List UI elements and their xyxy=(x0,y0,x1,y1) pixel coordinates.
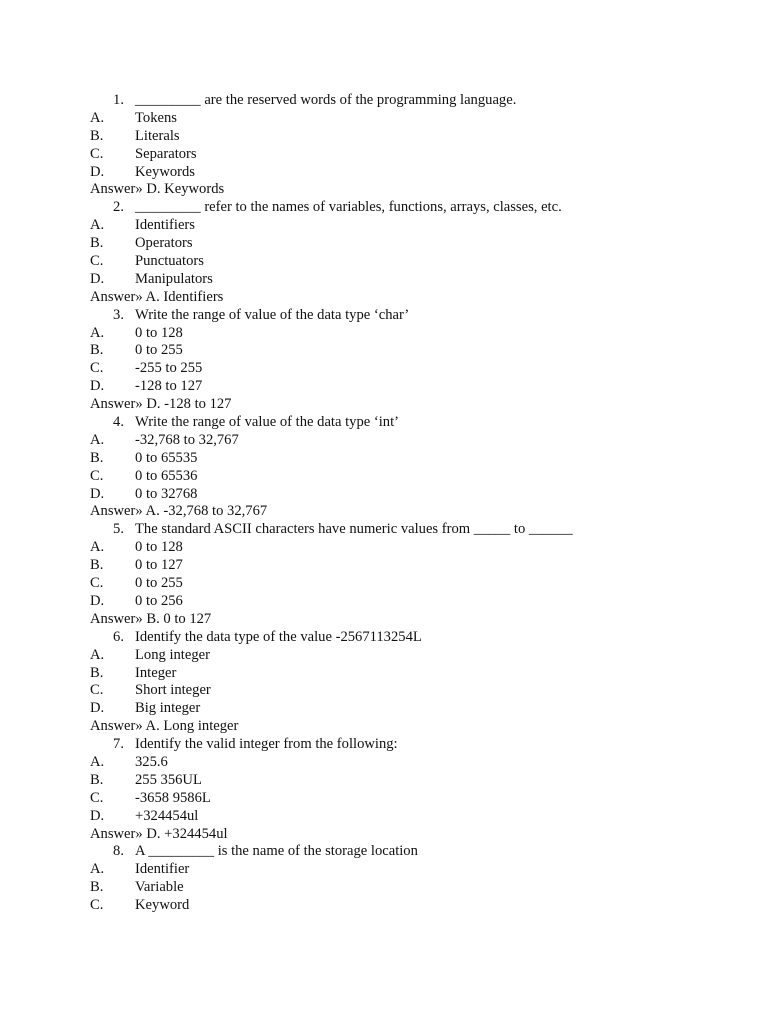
answer-prefix: Answer» xyxy=(90,825,147,842)
question-number: 2. xyxy=(113,199,124,216)
option-label: A. xyxy=(90,646,105,663)
option-label: C. xyxy=(90,575,104,592)
option-label: B. xyxy=(90,879,104,896)
question-text: A _________ is the name of the storage location xyxy=(135,843,418,860)
option-line xyxy=(90,271,730,289)
option-line xyxy=(90,432,730,450)
answer-line xyxy=(90,289,730,307)
question-text: _________ are the reserved words of the programming language. xyxy=(135,92,517,108)
option-line xyxy=(90,342,730,360)
option-label: A. xyxy=(90,753,105,770)
option-text: Variable xyxy=(135,879,184,896)
option-label: C. xyxy=(90,145,104,162)
option-label: D. xyxy=(90,163,105,180)
option-line xyxy=(90,897,730,915)
option-line xyxy=(90,665,730,683)
option-line xyxy=(90,790,730,808)
answer-text xyxy=(90,826,228,844)
option-label: C. xyxy=(90,897,104,914)
option-text: 0 to 32768 xyxy=(135,485,198,502)
option-label: B. xyxy=(90,342,104,359)
question-line xyxy=(90,736,730,754)
option-text: Separators xyxy=(135,145,197,162)
option-label: D. xyxy=(90,270,105,287)
question-line xyxy=(90,629,730,647)
answer-text xyxy=(90,396,231,414)
question-line xyxy=(90,92,730,110)
answer-text xyxy=(90,611,211,629)
option-text: 0 to 127 xyxy=(135,557,183,574)
question-text: Write the range of value of the data type ‘int’ xyxy=(135,414,400,431)
option-text: Identifiers xyxy=(135,217,195,234)
option-line xyxy=(90,808,730,826)
option-text: Keyword xyxy=(135,897,190,914)
option-label: C. xyxy=(90,467,104,484)
option-line xyxy=(90,110,730,128)
option-label: B. xyxy=(90,127,104,144)
option-line xyxy=(90,235,730,253)
option-line xyxy=(90,253,730,271)
answer-line xyxy=(90,503,730,521)
question-number: 3. xyxy=(113,306,124,323)
option-line xyxy=(90,486,730,504)
question-number: 8. xyxy=(113,843,124,860)
answer-line xyxy=(90,181,730,199)
question-text: Identify the valid integer from the following: xyxy=(135,736,398,753)
option-text: Integer xyxy=(135,664,177,681)
answer-prefix: Answer» xyxy=(90,610,147,627)
answer-value: A. Long integer xyxy=(145,718,239,735)
option-line xyxy=(90,468,730,486)
option-line xyxy=(90,360,730,378)
option-line xyxy=(90,575,730,593)
option-label: A. xyxy=(90,109,105,126)
option-label: B. xyxy=(90,771,104,788)
quiz-document xyxy=(90,92,730,915)
option-line xyxy=(90,700,730,718)
option-line xyxy=(90,539,730,557)
option-label: A. xyxy=(90,539,105,556)
option-label: C. xyxy=(90,789,104,806)
question-line xyxy=(90,414,730,432)
option-label: A. xyxy=(90,324,105,341)
option-line xyxy=(90,164,730,182)
option-text: -32,768 to 32,767 xyxy=(135,431,239,448)
option-text: Keywords xyxy=(135,163,195,180)
answer-prefix: Answer» xyxy=(90,718,146,735)
question-number: 4. xyxy=(113,414,124,431)
option-label: D. xyxy=(90,485,105,502)
option-text: 0 to 255 xyxy=(135,342,183,359)
answer-value: D. Keywords xyxy=(146,181,225,198)
option-line xyxy=(90,682,730,700)
question-line xyxy=(90,843,730,861)
option-line xyxy=(90,378,730,396)
answer-prefix: Answer» xyxy=(90,181,147,198)
option-line xyxy=(90,217,730,235)
option-label: C. xyxy=(90,682,104,699)
answer-prefix: Answer» xyxy=(90,503,146,520)
option-label: B. xyxy=(90,449,104,466)
question-line xyxy=(90,521,730,539)
option-label: B. xyxy=(90,235,104,252)
option-line xyxy=(90,128,730,146)
answer-value: A. Identifiers xyxy=(145,288,224,305)
option-text: -128 to 127 xyxy=(135,378,203,395)
question-text: _________ refer to the names of variables, functions, arrays, classes, etc. xyxy=(135,199,562,216)
answer-text xyxy=(90,503,267,521)
option-label: D. xyxy=(90,378,105,395)
option-line xyxy=(90,861,730,879)
option-text: -255 to 255 xyxy=(135,360,203,377)
option-line xyxy=(90,593,730,611)
option-text: 0 to 65535 xyxy=(135,449,198,466)
answer-line xyxy=(90,826,730,844)
answer-text xyxy=(90,718,238,736)
answer-line xyxy=(90,611,730,629)
option-text: 0 to 65536 xyxy=(135,467,198,484)
option-text: 0 to 255 xyxy=(135,575,183,592)
answer-prefix: Answer» xyxy=(90,288,146,305)
option-text: Operators xyxy=(135,235,193,252)
question-number: 6. xyxy=(113,628,124,645)
option-line xyxy=(90,647,730,665)
option-label: A. xyxy=(90,431,105,448)
option-text: 0 to 128 xyxy=(135,324,183,341)
question-text: Write the range of value of the data type ‘char’ xyxy=(135,306,410,323)
option-text: 0 to 256 xyxy=(135,592,183,609)
option-text: Short integer xyxy=(135,682,211,699)
option-text: Big integer xyxy=(135,700,201,717)
option-label: B. xyxy=(90,664,104,681)
question-number: 5. xyxy=(113,521,124,538)
option-line xyxy=(90,325,730,343)
option-line xyxy=(90,879,730,897)
question-number: 1. xyxy=(113,92,124,108)
option-text: Identifier xyxy=(135,861,190,878)
option-text: 0 to 128 xyxy=(135,539,183,556)
option-line xyxy=(90,450,730,468)
option-label: D. xyxy=(90,807,105,824)
option-line xyxy=(90,772,730,790)
option-line xyxy=(90,754,730,772)
option-label: C. xyxy=(90,360,104,377)
option-line xyxy=(90,146,730,164)
option-text: Long integer xyxy=(135,646,210,663)
option-label: D. xyxy=(90,700,105,717)
option-label: D. xyxy=(90,592,105,609)
question-text: The standard ASCII characters have numeric values from _____ to ______ xyxy=(135,521,573,538)
option-text: 325.6 xyxy=(135,753,168,770)
option-text: Manipulators xyxy=(135,270,213,287)
answer-line xyxy=(90,718,730,736)
option-text: +324454ul xyxy=(135,807,199,824)
option-line xyxy=(90,557,730,575)
option-text: Punctuators xyxy=(135,253,204,270)
answer-value: D. -128 to 127 xyxy=(146,396,232,413)
answer-text xyxy=(90,289,223,307)
option-label: B. xyxy=(90,557,104,574)
question-text: Identify the data type of the value -2567113254L xyxy=(135,628,422,645)
question-number: 7. xyxy=(113,736,124,753)
answer-text xyxy=(90,181,224,199)
answer-value: B. 0 to 127 xyxy=(146,610,212,627)
answer-line xyxy=(90,396,730,414)
answer-value: D. +324454ul xyxy=(146,825,228,842)
option-label: A. xyxy=(90,217,105,234)
answer-prefix: Answer» xyxy=(90,396,147,413)
answer-value: A. -32,768 to 32,767 xyxy=(145,503,268,520)
option-text: Tokens xyxy=(135,109,177,126)
question-line xyxy=(90,199,730,217)
option-text: Literals xyxy=(135,127,180,144)
option-text: -3658 9586L xyxy=(135,789,211,806)
option-label: A. xyxy=(90,861,105,878)
question-line xyxy=(90,307,730,325)
option-label: C. xyxy=(90,253,104,270)
option-text: 255 356UL xyxy=(135,771,202,788)
